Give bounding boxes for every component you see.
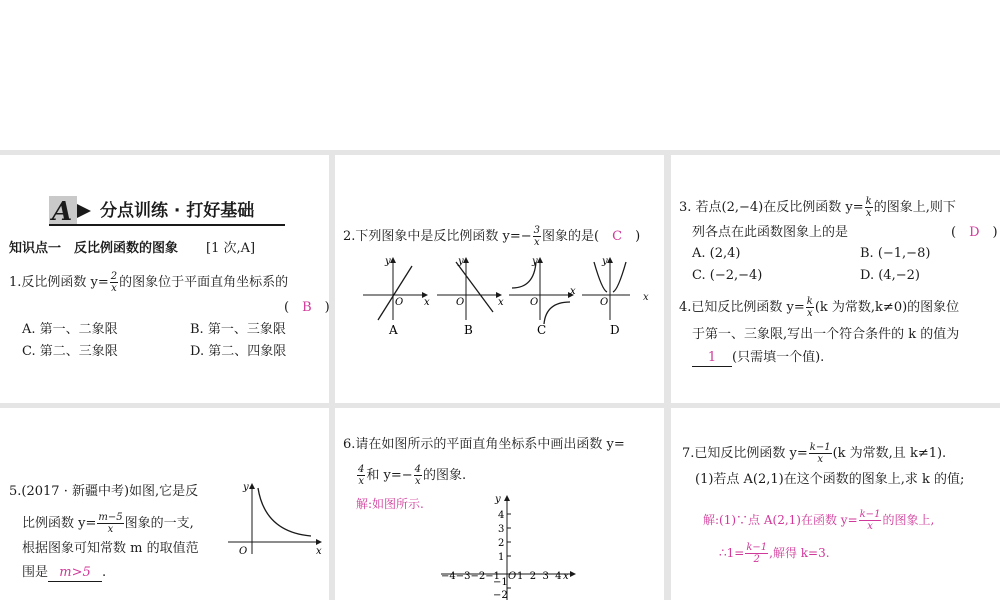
q7-sol2-den: 2	[753, 554, 760, 565]
graph-a-x-label: x	[424, 297, 430, 308]
q6-f2-den: x	[415, 476, 421, 487]
q7-sol2-post: ,解得 k=3.	[769, 546, 830, 560]
q6-y-tick-neg2: −2	[493, 590, 508, 600]
q3-option-d[interactable]: D. (4,−2)	[860, 268, 920, 283]
q4-answer-line	[692, 350, 824, 367]
graph-d[interactable]	[582, 256, 630, 337]
q2-graphs	[360, 250, 630, 340]
section-tag: [1 次,A]	[206, 241, 256, 256]
q7-solution-line1	[703, 509, 934, 532]
graph-b[interactable]	[437, 256, 504, 337]
q6-line1: 6.请在如图所示的平面直角坐标系中画出函数 y=	[343, 437, 625, 452]
q1-option-c[interactable]: C. 第二、三象限	[22, 344, 118, 359]
q6-fraction-1	[357, 464, 365, 487]
q1-stem	[9, 271, 288, 294]
q6-fraction-2	[414, 464, 422, 487]
q5-l4-pre: 围是	[22, 565, 49, 580]
q2-post: 图象的是(	[542, 229, 600, 244]
q6-f2-num: 4	[414, 464, 422, 475]
q3-post: 的图象上,则下	[873, 200, 956, 215]
q1-fraction	[110, 271, 118, 294]
q6-solution: 解:如图所示.	[356, 497, 424, 511]
q5-fraction	[97, 512, 123, 535]
q6-coordinate-grid	[435, 492, 585, 600]
q6-y-tick-1: 1	[498, 552, 505, 563]
q6-y-tick-neg1: −1	[493, 577, 508, 588]
graph-d-y-label: y	[602, 256, 608, 267]
q2-pre: 2.下列图象中是反比例函数 y=−	[343, 229, 532, 244]
q2-stem	[343, 225, 640, 248]
q4-stem	[679, 296, 959, 319]
q4-tail: (只需填一个值).	[732, 350, 825, 365]
graph-b-y-label: y	[458, 256, 464, 267]
q1-pre: 1.反比例函数 y=	[9, 275, 109, 290]
graph-b-x-label: x	[498, 297, 504, 308]
graph-c-label: C	[537, 323, 547, 337]
q7-fraction	[809, 442, 832, 465]
q7-post: (k 为常数,且 k≠1).	[832, 446, 947, 461]
q3-answer: D	[969, 225, 980, 240]
q2-frac-num: 3	[533, 225, 541, 236]
q4-pre: 4.已知反比例函数 y=	[679, 300, 805, 315]
q6-f1-num: 4	[358, 464, 365, 475]
q5-l2-post: 图象的一支,	[124, 516, 194, 531]
heading-text: 分点训练 · 打好基础	[100, 201, 255, 221]
q7-sol1-den: x	[867, 521, 873, 532]
q3-frac-den: x	[865, 208, 872, 219]
graph-b-label: B	[464, 323, 473, 337]
top-blank-area	[0, 0, 1000, 150]
q7-sol2-pre: ∴1=	[719, 546, 745, 560]
q3-option-c[interactable]: C. (−2,−4)	[692, 268, 763, 283]
graph-b-origin: O	[456, 297, 465, 308]
q5-graph-y-label: y	[243, 482, 249, 493]
q5-line4	[22, 565, 106, 582]
q1-frac-num: 2	[110, 271, 118, 282]
graph-c[interactable]	[509, 256, 576, 337]
q5-graph-origin: O	[239, 546, 248, 557]
q2-frac-den: x	[534, 237, 540, 248]
q5-answer[interactable]: m>5	[48, 565, 102, 582]
q7-sol1-post: 的图象上,	[882, 513, 935, 527]
section-title: 知识点一 反比例函数的图象	[9, 241, 179, 256]
q6-end: 的图象.	[423, 468, 467, 483]
q7-sol1-num: k−1	[859, 509, 881, 520]
graph-a-origin: O	[395, 297, 404, 308]
graph-a-y-label: y	[385, 256, 391, 267]
q6-line2	[356, 464, 466, 487]
q3-stem	[679, 196, 956, 219]
q5-l2-pre: 比例函数 y=	[22, 516, 97, 531]
q4-post: (k 为常数,k≠0)的图象位	[814, 300, 960, 315]
graph-c-y-label: y	[532, 256, 538, 267]
q1-post: 的图象位于平面直角坐标系的	[119, 275, 289, 290]
q1-answer: B	[302, 300, 312, 315]
q3-line2: 列各点在此函数图象上的是	[692, 225, 849, 240]
q7-sol2-num: k−1	[746, 542, 768, 553]
q1-answer-paren: ( B )	[284, 300, 330, 315]
q3-fraction	[865, 196, 873, 219]
q6-y-label: y	[495, 494, 501, 505]
q3-frac-num: k	[865, 196, 872, 207]
q6-y-tick-2: 2	[498, 538, 505, 549]
q4-line2: 于第一、三象限,写出一个符合条件的 k 的值为	[692, 327, 960, 342]
q5-frac-num: m−5	[98, 512, 123, 523]
q7-sol2-fraction	[745, 542, 768, 565]
q5-line2	[22, 512, 194, 535]
q6-x-ticks-positive: 1 2 3 4	[517, 571, 562, 582]
q3-pre: 3. 若点(2,−4)在反比例函数 y=	[679, 200, 864, 215]
q6-origin: O	[508, 571, 517, 582]
q1-option-b[interactable]: B. 第一、三象限	[190, 322, 286, 337]
q4-fraction	[806, 296, 814, 319]
q6-y-tick-4: 4	[498, 510, 505, 521]
q3-option-b[interactable]: B. (−1,−8)	[860, 246, 931, 261]
q3-answer-paren: ( D )	[951, 225, 998, 240]
graph-a-label: A	[389, 323, 398, 337]
q3-option-a[interactable]: A. (2,4)	[692, 246, 741, 261]
q6-mid: 和 y=−	[366, 468, 413, 483]
q1-option-a[interactable]: A. 第一、二象限	[22, 322, 118, 337]
graph-d-label: D	[610, 323, 620, 337]
graph-a[interactable]	[363, 256, 430, 337]
graph-c-x-label: x	[570, 286, 576, 297]
q5-line1: 5.(2017 · 新疆中考)如图,它是反	[9, 484, 199, 499]
card-q7[interactable]	[671, 408, 1000, 600]
heading-letter: A	[52, 197, 73, 226]
q4-frac-den: x	[806, 308, 813, 319]
q6-y-tick-3: 3	[498, 524, 505, 535]
graph-c-origin: O	[530, 297, 539, 308]
q5-graph-x-label: x	[316, 546, 322, 557]
q5-l4-post: .	[102, 565, 107, 580]
q7-stem	[682, 442, 946, 465]
q2-close: )	[635, 229, 641, 244]
q7-sol1-pre: 解:(1)∵点 A(2,1)在函数 y=	[703, 513, 858, 527]
q1-frac-den: x	[111, 283, 117, 294]
q1-option-d[interactable]: D. 第二、四象限	[190, 344, 287, 359]
graph-d-origin: O	[600, 297, 609, 308]
q4-answer[interactable]: 1	[692, 350, 732, 367]
q7-part1: (1)若点 A(2,1)在这个函数的图象上,求 k 的值;	[695, 472, 965, 487]
q7-solution-line2	[719, 542, 830, 565]
q5-frac-den: x	[107, 524, 114, 535]
q5-line3: 根据图象可知常数 m 的取值范	[22, 541, 199, 556]
q6-f1-den: x	[358, 476, 364, 487]
q6-x-ticks-negative: −4−3−2−1	[441, 571, 500, 582]
q2-answer: C	[612, 229, 623, 244]
q7-frac-den: x	[817, 454, 823, 465]
q7-frac-num: k−1	[809, 442, 831, 453]
graph-d-x-label: x	[643, 292, 649, 303]
q4-frac-num: k	[806, 296, 813, 307]
q7-sol1-fraction	[859, 509, 882, 532]
q7-pre: 7.已知反比例函数 y=	[682, 446, 808, 461]
q5-graph	[225, 478, 325, 558]
q2-fraction	[533, 225, 541, 248]
q6-x-label: x	[563, 571, 569, 582]
